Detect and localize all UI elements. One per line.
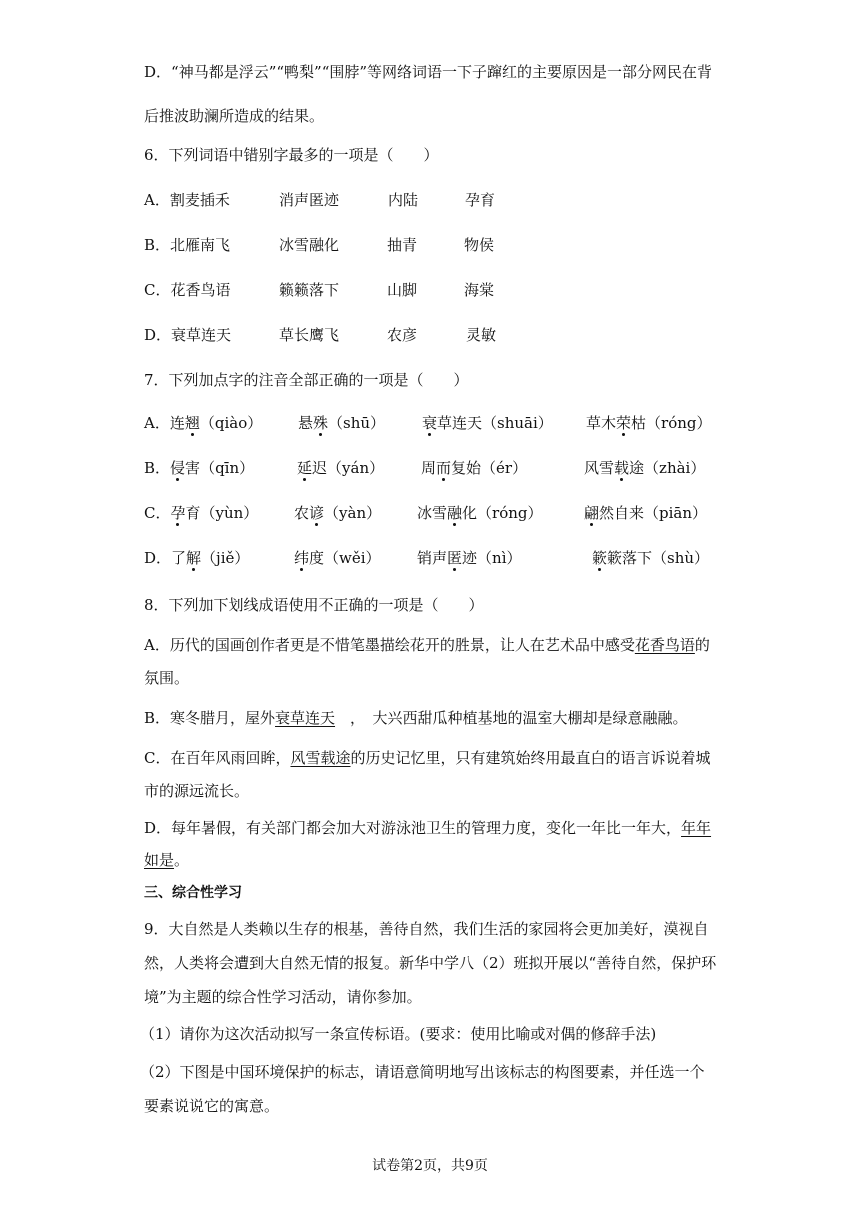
dotted-char: 纬 xyxy=(294,549,310,567)
q7-d-item4: 簌簌落下（shù） xyxy=(592,549,710,567)
q5-option-d-line2: 后推波助澜所造成的结果。 xyxy=(144,107,325,125)
q8-option-d: D．每年暑假，有关部门都会加大对游泳池卫生的管理力度，变化一年比一年大，年年 xyxy=(144,819,712,837)
q6-b-word2: 抽青 xyxy=(387,236,418,254)
dotted-char: 载 xyxy=(614,459,630,477)
dotted-char: 翩 xyxy=(584,504,600,522)
q6-b-label: B．北雁南飞 xyxy=(144,236,231,254)
q8-option-a-line2: 氛围。 xyxy=(144,669,190,687)
q8-stem: 8．下列加下划线成语使用不正确的一项是（ ） xyxy=(144,596,484,614)
dotted-char: 解 xyxy=(186,549,202,567)
q8-option-c-line2: 市的源远流长。 xyxy=(144,782,250,800)
q6-d-label: D．衰草连天 xyxy=(144,326,232,344)
q9-sub2-line1: （2）下图是中国环境保护的标志，请语意简明地写出该标志的构图要素，并任选一个 xyxy=(140,1063,705,1081)
q6-a-label: A．割麦插禾 xyxy=(144,191,230,209)
underlined-idiom: 风雪载途 xyxy=(290,749,351,767)
q7-d-item3: 销声匿迹（nì） xyxy=(417,549,522,567)
q6-d-word3: 灵敏 xyxy=(466,326,497,344)
underlined-idiom: 衰草连天 xyxy=(275,709,336,727)
page-footer: 试卷第2页，共9页 xyxy=(372,1158,488,1174)
underlined-idiom: 花香鸟语 xyxy=(634,636,695,654)
q7-b-item3: 周而复始（ér） xyxy=(421,459,528,477)
dotted-char: 匿 xyxy=(447,549,463,567)
q7-a-item1: A．连翘（qiào） xyxy=(144,414,263,432)
q6-c-word2: 山脚 xyxy=(387,281,418,299)
q6-c-word1: 籁籁落下 xyxy=(279,281,340,299)
dotted-char: 延 xyxy=(297,459,313,477)
dotted-char: 簌 xyxy=(592,549,608,567)
q7-b-item2: 延迟（yán） xyxy=(297,459,385,477)
q7-a-item3: 衰草连天（shuāi） xyxy=(422,414,553,432)
q6-d-word1: 草长鹰飞 xyxy=(279,326,340,344)
q7-c-item2: 农谚（yàn） xyxy=(294,504,382,522)
dotted-char: 融 xyxy=(447,504,463,522)
q9-sub2-line2: 要素说说它的寓意。 xyxy=(144,1097,280,1115)
q8-option-d-line2: 如是。 xyxy=(144,851,190,869)
dotted-char: 殊 xyxy=(313,414,329,432)
dotted-char: 荣 xyxy=(616,414,632,432)
q6-b-word1: 冰雪融化 xyxy=(279,236,340,254)
q9-line2: 然，人类将会遭到大自然无情的报复。新华中学八（2）班拟开展以“善待自然，保护环 xyxy=(144,954,717,972)
q9-sub1: （1）请你为这次活动拟写一条宣传标语。(要求：使用比喻或对偶的修辞手法) xyxy=(140,1025,657,1043)
dotted-char: 而 xyxy=(436,459,452,477)
q9-line3: 境”为主题的综合性学习活动，请你参加。 xyxy=(144,988,422,1006)
dotted-char: 孕 xyxy=(170,504,186,522)
q7-stem: 7．下列加点字的注音全部正确的一项是（ ） xyxy=(144,371,469,389)
q7-a-item2: 悬殊（shū） xyxy=(298,414,386,432)
q7-a-item4: 草木荣枯（róng） xyxy=(586,414,712,432)
q7-d-item2: 纬度（wěi） xyxy=(294,549,381,567)
q6-a-word1: 消声匿迹 xyxy=(279,191,340,209)
q7-c-item3: 冰雪融化（róng） xyxy=(417,504,543,522)
q6-c-label: C．花香鸟语 xyxy=(144,281,231,299)
q7-b-item1: B．侵害（qīn） xyxy=(144,459,255,477)
q7-c-item4: 翩然自来（piān） xyxy=(584,504,708,522)
q6-stem: 6．下列词语中错别字最多的一项是（ ） xyxy=(144,146,439,164)
q8-option-c: C．在百年风雨回眸，风雪载途的历史记忆里，只有建筑始终用最直白的语言诉说着城 xyxy=(144,749,711,767)
q5-option-d-line1: D．“神马都是浮云”“鸭梨”“围脖”等网络词语一下子蹿红的主要原因是一部分网民在背 xyxy=(144,63,713,81)
section-title: 三、综合性学习 xyxy=(144,885,242,901)
q6-a-word3: 孕育 xyxy=(465,191,496,209)
q7-d-item1: D．了解（jiě） xyxy=(144,549,250,567)
q6-a-word2: 内陆 xyxy=(388,191,419,209)
dotted-char: 衰 xyxy=(422,414,438,432)
dotted-char: 侵 xyxy=(170,459,186,477)
underlined-idiom: 如是 xyxy=(144,851,175,869)
q9-line1: 9．大自然是人类赖以生存的根基，善待自然，我们生活的家园将会更加美好，漠视自 xyxy=(144,920,709,938)
q8-option-b: B．寒冬腊月，屋外衰草连天 ， 大兴西甜瓜种植基地的温室大棚却是绿意融融。 xyxy=(144,709,688,727)
dotted-char: 翘 xyxy=(184,414,200,432)
q7-b-item4: 风雪载途（zhài） xyxy=(584,459,706,477)
q7-c-item1: C．孕育（yùn） xyxy=(144,504,259,522)
underlined-idiom: 年年 xyxy=(681,819,712,837)
q6-d-word2: 农彦 xyxy=(387,326,418,344)
q6-b-word3: 物侯 xyxy=(464,236,495,254)
q8-option-a: A．历代的国画创作者更是不惜笔墨描绘花开的胜景，让人在艺术品中感受花香鸟语的 xyxy=(144,636,710,654)
dotted-char: 谚 xyxy=(309,504,325,522)
q6-c-word3: 海棠 xyxy=(464,281,495,299)
